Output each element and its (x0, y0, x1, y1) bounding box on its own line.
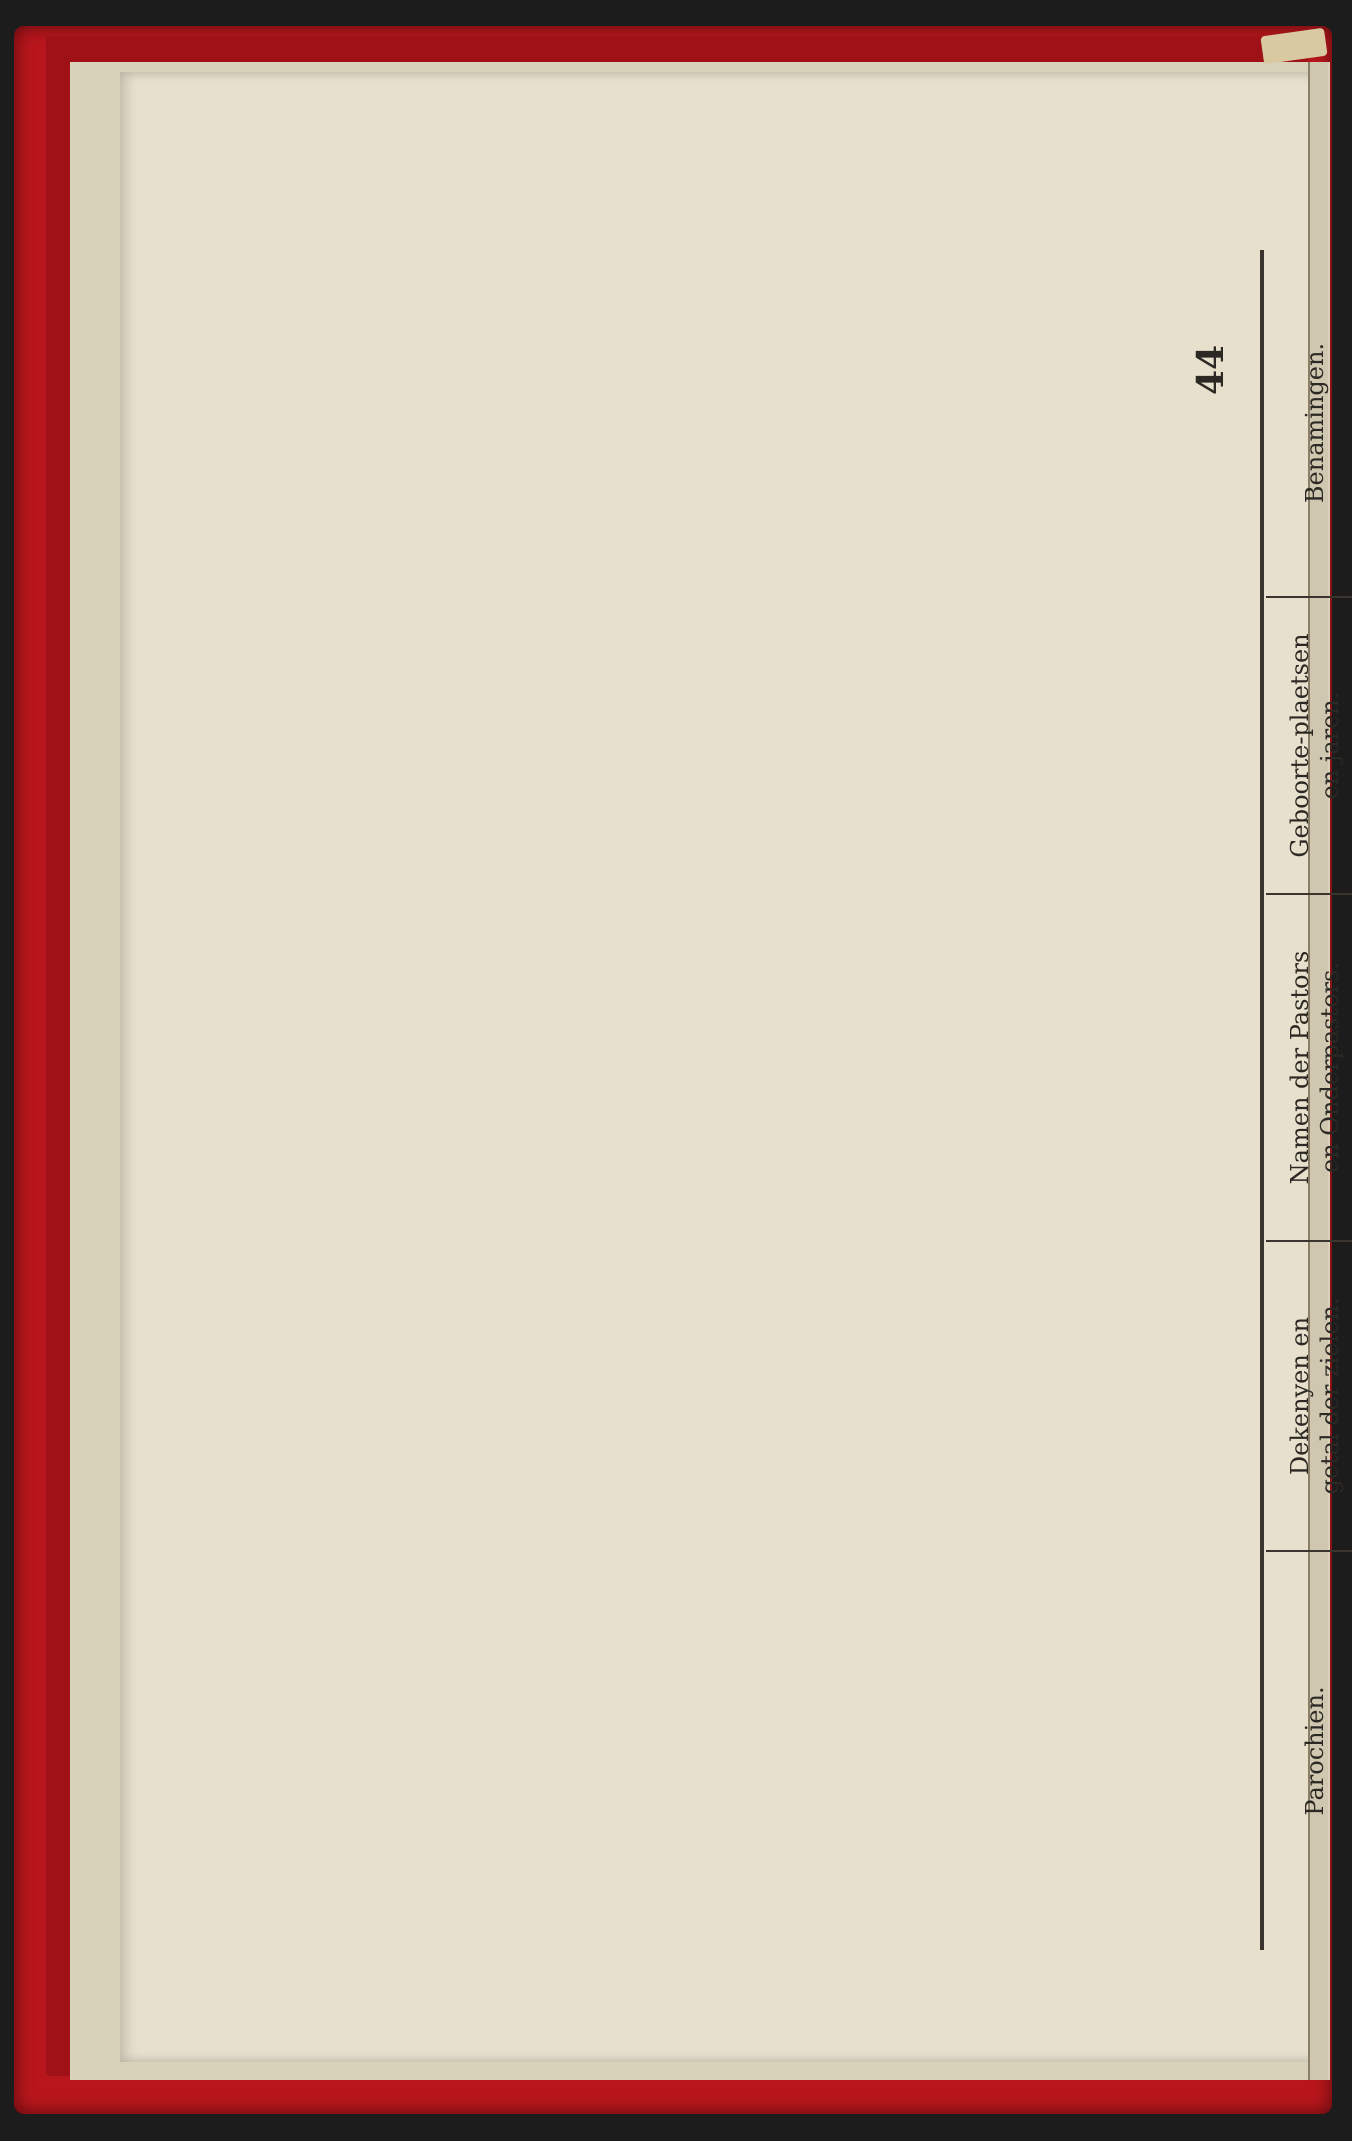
header-namen-line1: Namen der Pastors (1286, 950, 1314, 1185)
table-top-rule (1260, 250, 1264, 1950)
header-geboorte-line1: Geboorte-plaetsen (1286, 633, 1314, 858)
page (120, 72, 1320, 2062)
header-dekenyen (1266, 1242, 1352, 1550)
header-namen-line2: en Onderpastors. (1316, 962, 1344, 1173)
header-dekenyen-line1: Dekenyen en (1286, 1316, 1314, 1476)
header-benamingen (1266, 250, 1352, 596)
header-geboorte (1266, 598, 1352, 893)
page-number: 44 (1190, 344, 1232, 395)
column-divider (1266, 596, 1352, 598)
header-parochien-text: Parochien. (1301, 1686, 1329, 1816)
column-divider (1266, 1240, 1352, 1242)
column-divider (1266, 893, 1352, 895)
header-dekenyen-line2: getal der zielen. (1316, 1297, 1344, 1495)
header-parochien (1266, 1552, 1352, 1950)
column-divider (1266, 1550, 1352, 1552)
register-table (1190, 250, 1352, 1950)
header-namen (1266, 895, 1352, 1240)
header-geboorte-line2: en jaren. (1316, 691, 1344, 800)
header-benamingen-text: Benamingen. (1301, 342, 1329, 504)
